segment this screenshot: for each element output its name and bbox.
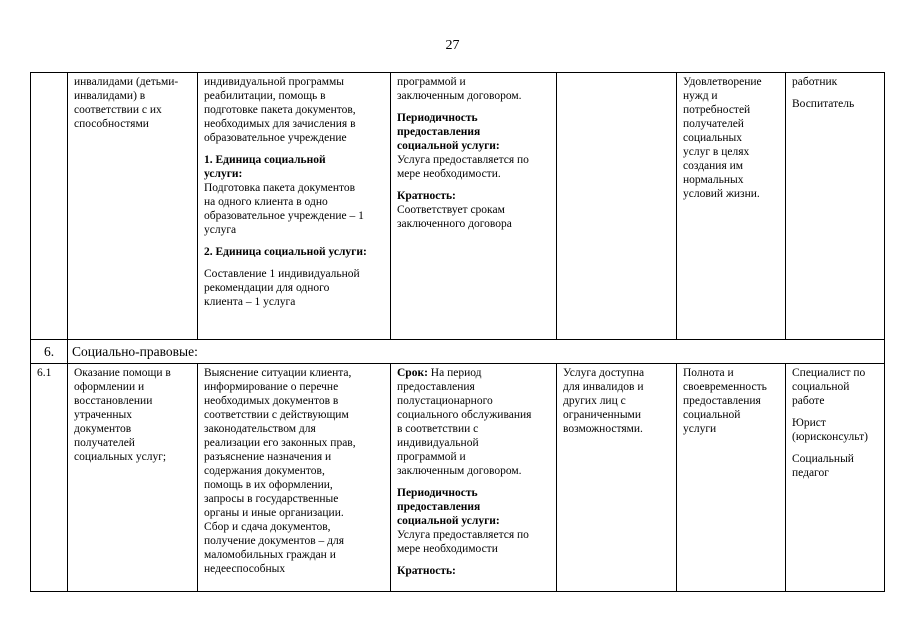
text-line: получателей [683,118,744,130]
text-line: предоставления [397,126,481,138]
text-line: инвалидами (детьми- [74,76,179,88]
text-line: Составление 1 индивидуальной [204,268,360,280]
conditions-cell [557,364,677,592]
row-number-cell [31,73,68,340]
row-number-cell: 6.1 [31,364,68,592]
text-line: работе [792,395,825,407]
text-line: Кратность: [397,565,456,577]
unit-1-title [204,153,386,181]
text-line: законодательством для [204,423,316,435]
text-line: социальных [683,132,742,144]
text-line: утраченных [74,409,132,421]
text-line: услуг в целях [683,146,750,158]
terms-intro [397,75,552,103]
text-line: предоставления [397,381,475,393]
text-line: информирование о перечне [204,381,339,393]
text-line: социальных услуг; [74,451,167,463]
section-title: Социально-правовые: [68,340,885,364]
text-line: заключенным договором. [397,90,522,102]
staff-cell [786,73,885,340]
text-line: педагог [792,467,829,479]
text-line: реабилитации, помощь в [204,90,326,102]
text-line: необходимых документов в [204,395,339,407]
description-text [204,75,386,145]
description-text [204,366,386,576]
quality-cell [677,364,786,592]
social-services-table [30,72,885,592]
staff-line-2 [792,97,880,111]
text-line: мере необходимости [397,543,498,555]
text-line: Услуга предоставляется по [397,154,529,166]
term-text [397,380,552,478]
text-line: Периодичность [397,112,478,124]
text-line: оформлении и [74,381,145,393]
term-first-line [397,366,552,380]
text-line: подготовке пакета документов, [204,104,356,116]
section-row [31,340,885,364]
text-line: образовательное учреждение – 1 [204,210,364,222]
section-number: 6. [31,340,68,364]
text-line: Услуга предоставляется по [397,529,529,541]
text-line: возможностями. [563,423,643,435]
text-line: получение документов – для [204,535,345,547]
text-line: способностями [74,118,149,130]
text-line: содержания документов, [204,465,325,477]
text-line: Сбор и сдача документов, [204,521,331,533]
text-line: своевременность [683,381,767,393]
conditions-text [563,366,672,436]
text-line: предоставления [683,395,761,407]
staff-line-1 [792,366,880,408]
text-line: создания им [683,160,744,172]
text-line: разъяснение назначения и [204,451,332,463]
unit-2-text [204,267,386,309]
text-line: программой и [397,76,466,88]
text-line: Услуга доступна [563,367,645,379]
term-label: Срок: [397,367,428,379]
text-line: 1. Единица социальной [204,154,326,166]
text-line: Воспитатель [792,98,855,110]
service-name-text [74,75,193,131]
text-line: Полнота и [683,367,734,379]
staff-line-3 [792,452,880,480]
service-name-cell [68,73,198,340]
text-line: программой и [397,451,466,463]
service-terms-cell [391,364,557,592]
text-line: 2. Единица социальной услуги: [204,246,367,258]
text-line: социального обслуживания [397,409,532,421]
text-line: услуги: [204,168,243,180]
text-line: потребностей [683,104,751,116]
text-line: Специалист по [792,367,866,379]
text-line: Оказание помощи в [74,367,171,379]
text-line: предоставления [397,501,481,513]
table-row-continuation [31,73,885,340]
text-line: мере необходимости. [397,168,501,180]
service-name-cell [68,364,198,592]
text-line: восстановлении [74,395,153,407]
term-first-text: На период [427,367,482,379]
text-line: услуга [204,224,237,236]
periodicity-text [397,528,552,556]
text-line: нужд и [683,90,718,102]
text-line: работник [792,76,838,88]
text-line: Кратность: [397,190,456,202]
quality-cell [677,73,786,340]
staff-cell [786,364,885,592]
text-line: для инвалидов и [563,381,644,393]
text-line: запросы в государственные [204,493,339,505]
multiplicity-title [397,189,552,203]
periodicity-text [397,153,552,181]
text-line: на одного клиента в одно [204,196,328,208]
unit-1-text [204,181,386,237]
text-line: соответствии с действующим [204,409,349,421]
unit-2-title [204,245,386,259]
text-line: помощь в их оформлении, [204,479,333,491]
text-line: (юрисконсульт) [792,431,868,443]
text-line: других лиц с [563,395,626,407]
text-line: социальной [792,381,850,393]
text-line: социальной [683,409,741,421]
text-line: Юрист [792,417,826,429]
multiplicity-title [397,564,552,578]
text-line: Соответствует срокам [397,204,505,216]
text-line: условий жизни. [683,188,760,200]
text-line: образовательное учреждение [204,132,347,144]
text-line: Периодичность [397,487,478,499]
periodicity-title [397,111,552,153]
quality-text [683,75,781,201]
text-line: Социальный [792,453,854,465]
text-line: в соответствии с [397,423,479,435]
text-line: ограниченными [563,409,641,421]
text-line: индивидуальной программы [204,76,344,88]
text-line: заключенного договора [397,218,512,230]
text-line: полустационарного [397,395,493,407]
text-line: соответствии с их [74,104,162,116]
text-line: маломобильных граждан и [204,549,336,561]
text-line: Подготовка пакета документов [204,182,356,194]
service-description-cell [198,364,391,592]
text-line: индивидуальной [397,437,479,449]
conditions-cell [557,73,677,340]
quality-text [683,366,781,436]
text-line: услуги [683,423,717,435]
text-line: рекомендации для одного [204,282,330,294]
text-line: необходимых для зачисления в [204,118,356,130]
text-line: получателей [74,437,135,449]
text-line: документов [74,423,132,435]
text-line: нормальных [683,174,744,186]
periodicity-title [397,486,552,528]
service-terms-cell [391,73,557,340]
text-line: Удовлетворение [683,76,762,88]
text-line: недееспособных [204,563,286,575]
text-line: реализации его законных прав, [204,437,356,449]
page-number: 27 [445,38,460,53]
text-line: заключенным договором. [397,465,522,477]
service-description-cell [198,73,391,340]
table-row-6-1 [31,364,885,592]
text-line: инвалидами) в [74,90,146,102]
text-line: социальной услуги: [397,140,500,152]
text-line: клиента – 1 услуга [204,296,296,308]
text-line: социальной услуги: [397,515,500,527]
service-name-text [74,366,193,464]
staff-line-1 [792,75,880,89]
text-line: Выяснение ситуации клиента, [204,367,352,379]
multiplicity-text [397,203,552,231]
text-line: органы и иные организации. [204,507,344,519]
staff-line-2 [792,416,880,444]
